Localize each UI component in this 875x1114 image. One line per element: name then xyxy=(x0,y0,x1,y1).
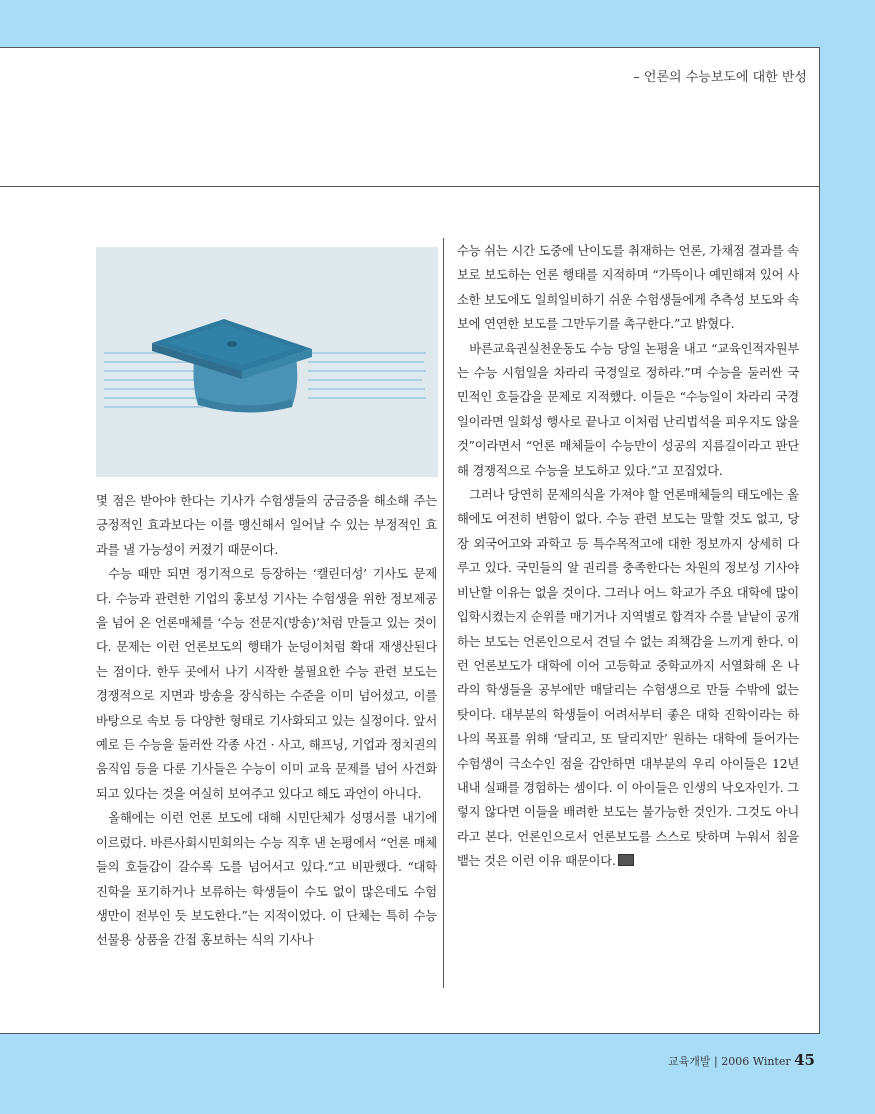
header-divider xyxy=(0,186,819,187)
paragraph: 몇 점은 받아야 한다는 기사가 수험생들의 궁금증을 해소해 주는 긍정적인 효과보다는 이를 맹신해서 일어날 수 있는 부정적인 효과를 낼 가능성이 커졌기 때문이다. xyxy=(96,494,437,557)
running-header: – 언론의 수능보도에 대한 반성 xyxy=(633,70,807,85)
paragraph: 그러나 당연히 문제의식을 가져야 할 언론매체들의 태도에는 올해에도 여전히 변함이 없다. 수능 관련 보도는 말할 것도 없고, 당장 외국어고와 과학고 등 특수목적고에 대한 정보까지 상세히 다루고 있다. 국민들의 알 권리를 충족한다는 차원의 정보성 기사야 비난할 이유는 없을 것이다. 그러나 어느 학교가 주요 대학에 많이 입학시켰는지 순위를 매기거나 지역별로 합격자 수를 낱낱이 공개하는 보도는 언론인으로서 견딜 수 없는 죄책감을 느끼게 한다. 이런 언론보도가 대학에 이어 고등학교 중학교까지 서열화해 온 나라의 학생들을 공부에만 매달리는 수험생으로 만들 수밖에 없는 탓이다. 대부분의 학생들이 어려서부터 좋은 대학 진학이라는 하나의 목표를 위해 ‘달리고, 또 달리지만’ 원하는 대학에 들어가는 수험생이 극소수인 점을 감안하면 대부분의 우리 아이들은 12년 내내 실패를 경험하는 셈이다. 이 아이들은 인생의 낙오자인가. 그렇지 않다면 이들을 배려한 보도는 불가능한 것인가. 그것도 아니라고 본다. 언론인으로서 언론보도를 스스로 탓하며 누워서 침을 뱉는 것은 이런 이유 때문이다. xyxy=(457,488,799,869)
article-left-column xyxy=(96,489,437,953)
article-right-column xyxy=(457,239,799,874)
column-divider xyxy=(443,238,444,988)
magazine-name: 교육개발 xyxy=(667,1055,711,1068)
footer-separator: | xyxy=(714,1055,718,1068)
magazine-page xyxy=(0,47,820,1034)
paragraph: 수능 쉬는 시간 도중에 난이도를 취재하는 언론, 가채점 결과를 속보로 보도하는 언론 행태를 지적하며 “가뜩이나 예민해져 있어 사소한 보도에도 일희일비하기 쉬운 수험생들에게 추측성 보도와 속보에 연연한 보도를 그만두기를 촉구한다.”고 밝혔다. xyxy=(457,244,799,332)
paragraph: 올해에는 이런 언론 보도에 대해 시민단체가 성명서를 내기에 이르렀다. 바른사회시민회의는 수능 직후 낸 논평에서 “언론 매체들의 호들갑이 갈수록 도를 넘어서고 있다.”고 비판했다. “대학 진학을 포기하거나 보류하는 학생들이 수도 없이 많은데도 수험생만이 전부인 듯 보도한다.”는 지적이었다. 이 단체는 특히 수능 선물용 상품을 간접 홍보하는 식의 기사나 xyxy=(96,811,437,948)
graduation-cap-photo xyxy=(96,247,438,477)
paragraph: 바른교육권실천운동도 수능 당일 논평을 내고 “교육인적자원부는 수능 시험일을 차라리 국경일로 정하라.”며 수능을 둘러싼 국민적인 호들갑을 문제로 지적했다. 이들은 “수능일이 차라리 국경일이라면 일회성 행사로 끝나고 이처럼 난리법석을 피우지도 않을 것”이라면서 “언론 매체들이 수능만이 성공의 지름길이라고 판단해 경쟁적으로 수능을 보도하고 있다.”고 꼬집었다. xyxy=(457,341,799,478)
issue-label: 2006 Winter xyxy=(721,1055,791,1068)
end-of-article-icon xyxy=(618,854,634,866)
page-number: 45 xyxy=(794,1051,815,1069)
page-footer xyxy=(668,1051,815,1069)
paragraph: 수능 때만 되면 정기적으로 등장하는 ‘캘린더성’ 기사도 문제다. 수능과 관련한 기업의 홍보성 기사는 수험생을 위한 정보제공을 넘어 온 언론매체를 ‘수능 전문지(방송)’처럼 만들고 있는 것이다. 문제는 이런 언론보도의 행태가 눈덩이처럼 확대 재생산된다는 점이다. 한두 곳에서 나기 시작한 불필요한 수능 관련 보도는 경쟁적으로 지면과 방송을 장식하는 수준을 이미 넘어섰고, 이를 바탕으로 속보 등 다양한 형태로 기사화되고 있는 실정이다. 앞서 예로 든 수능을 둘러싼 각종 사건 · 사고, 해프닝, 기업과 정치권의 움직임 등을 다룬 기사들은 수능이 이미 교육 문제를 넘어 사건화되고 있다는 것을 여실히 보여주고 있다고 해도 과언이 아니다. xyxy=(96,567,437,801)
